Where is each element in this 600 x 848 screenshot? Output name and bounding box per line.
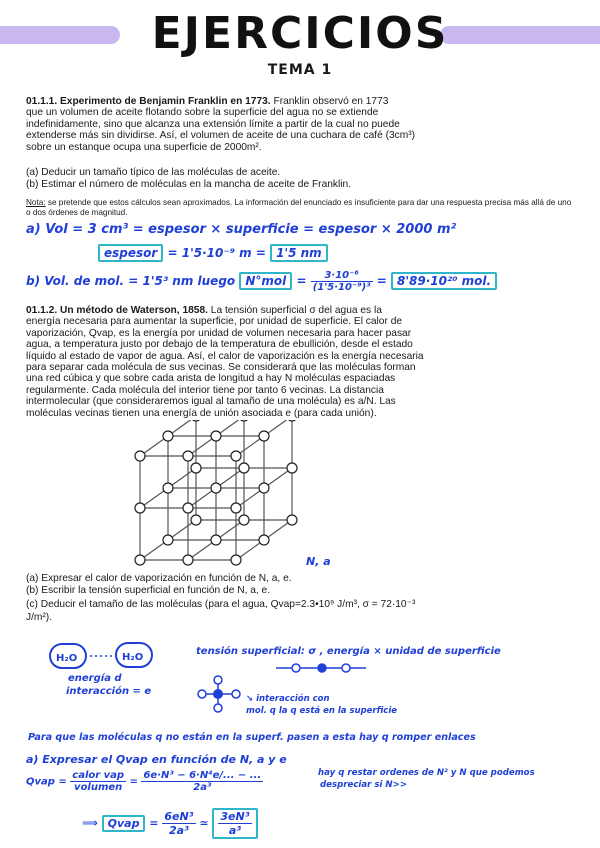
exercise-2-line: moléculas vecinas tienen una energía de unión asociada e (para cada unión).: [26, 407, 377, 419]
lattice-molecule: [259, 431, 269, 441]
exercise-1-question-a: (a) Deducir un tamaño típico de las moléculas de aceite.: [26, 167, 281, 178]
page-subtitle: TEMA 1: [267, 62, 333, 78]
lattice-molecule: [183, 503, 193, 513]
espesor-box: espesor: [98, 244, 163, 262]
exercise-1-statement: [26, 96, 572, 153]
nmol-eq: =: [296, 274, 307, 288]
exercise-2-line: La tensión superficial σ del agua es la: [210, 305, 382, 316]
calor-denominator: volumen: [74, 782, 123, 793]
big-fraction: [141, 770, 263, 793]
bond-label-1: energía d: [68, 673, 122, 684]
lattice-molecule: [287, 463, 297, 473]
big-denominator: 2a³: [193, 782, 212, 793]
equals-sign: =: [129, 776, 138, 788]
lattice-molecule: [183, 555, 193, 565]
hw1-line-b: [26, 270, 497, 293]
lattice-molecule: [259, 483, 269, 493]
exercise-1-line: indefinidamente, sino que alcanza una extensión límite a partir de la cual no puede: [26, 118, 400, 130]
lattice-molecule: [183, 451, 193, 461]
molecule-bubble-2: H₂O: [122, 652, 144, 663]
exercise-1-heading: Experimento de Benjamin Franklin en 1773.: [60, 96, 271, 107]
qvap-box: Qvap: [102, 815, 146, 832]
espesor-eq: = 1'5·10⁻⁹ m =: [167, 246, 266, 260]
lattice-molecule: [163, 535, 173, 545]
lattice-molecule: [211, 535, 221, 545]
figure-label: N, a: [306, 555, 331, 568]
nmol-denominator: (1'5·10⁻⁹)³: [312, 282, 371, 293]
qvap-equation: [26, 770, 263, 793]
exercise-2-heading: Un método de Waterson, 1858.: [60, 305, 208, 316]
nmol-result: 8'89·10²⁰ mol.: [391, 272, 497, 290]
lattice-molecule: [287, 515, 297, 525]
note-text: se pretende que estos cálculos sean aproximados. La información del enunciado es insuficiente para dar una respuesta precisa más allá de uno o dos órdenes de magnitud.: [26, 198, 572, 217]
lattice-molecule: [135, 451, 145, 461]
nmol-box: N°mol: [239, 272, 292, 290]
molecule-sketch: [40, 640, 170, 672]
hw1-line-a: a) Vol = 3 cm³ = espesor × superficie = espesor × 2000 m²: [26, 222, 457, 237]
nmol-eq-2: =: [376, 274, 387, 288]
lattice-molecule: [259, 535, 269, 545]
hw1-espesor-row: [98, 246, 328, 260]
lattice-molecule: [163, 483, 173, 493]
lattice-molecule: [231, 451, 241, 461]
calor-fraction: [70, 770, 126, 793]
final-fraction: [162, 810, 195, 837]
nmol-fraction: [311, 270, 373, 293]
molecule-bubble-1: H₂O: [56, 653, 78, 664]
calor-numerator: calor vap: [72, 770, 125, 781]
exercise-1-question-b: (b) Estimar el número de moléculas en la mancha de aceite de Franklin.: [26, 179, 352, 190]
lattice-molecule: [135, 503, 145, 513]
exercise-2-line: para separar cada molécula de sus vecinas. Se considerará que las moléculas forman: [26, 362, 416, 374]
result-denominator: a³: [228, 824, 242, 837]
exercise-2-line: líquido al estado de vapor de agua. Así, el calor de vaporización es la energía necesaria: [26, 350, 424, 362]
lattice-molecule: [239, 515, 249, 525]
lattice-molecule: [231, 503, 241, 513]
note-label: Nota:: [26, 198, 46, 207]
final-eq-sign: =: [149, 816, 159, 830]
exercise-2-line: regularmente. Cada molécula del interior tiene por tanto 6 vecinas. La distancia: [26, 384, 384, 396]
exercise-1-line: extenderse más sin dividirse. Así, el volumen de aceite de una cuchara de café (3cm³): [26, 130, 416, 142]
side-note-2: despreciar si N>>: [320, 780, 408, 790]
exercise-2-question-c-cont: J/m²).: [26, 612, 53, 623]
lattice-molecule: [191, 463, 201, 473]
lattice-molecule: [191, 515, 201, 525]
exercise-2-line: energía necesaria para aumentar la superficie, por unidad de superficie. El calor de: [26, 316, 403, 328]
lattice-molecule: [231, 555, 241, 565]
exercise-2-line: agua, a temperatura justo por debajo de la temperatura de ebullición, desde el estado: [26, 339, 413, 351]
exercise-2-question-c: (c) Deducir el tamaño de las moléculas (para el agua, Qvap=2.3•10⁹ J/m³, σ = 72·10⁻³: [26, 599, 416, 610]
final-numerator: 6eN³: [164, 810, 194, 823]
lattice-molecule: [239, 463, 249, 473]
result-numerator: 3eN³: [220, 810, 250, 823]
tension-line: tensión superficial: σ , energía × unidad de superficie: [196, 646, 501, 657]
final-equation: [82, 808, 258, 839]
exercise-2-line: vaporización, Qvap, es la energía por unidad de volumen necesaria para hacer pasar: [26, 327, 412, 339]
exercise-1-line: sobre un estanque ocupa una superficie de 2000m².: [26, 141, 262, 153]
exercise-1-note: [26, 198, 572, 217]
exercise-2-line: una red cúbica y que sobre cada arista de longitud a hay N moléculas espaciadas: [26, 373, 396, 385]
exercise-2-question-b: (b) Escribir la tensión superficial en función de N, a, e.: [26, 585, 271, 596]
broken-bonds-line: Para que las moléculas q no están en la superf. pasen a esta hay q romper enlaces: [28, 732, 476, 743]
line-b-prefix: b) Vol. de mol. = 1'5³ nm luego: [26, 274, 236, 288]
page-title: EJERCICIOS: [151, 8, 449, 59]
final-denominator: 2a³: [168, 824, 189, 837]
big-numerator: 6e·N³ − 6·N⁴e/... − ...: [143, 770, 262, 781]
implies-arrow: ⟹: [82, 816, 98, 830]
lattice-molecule: [163, 431, 173, 441]
interaction-label-2: mol. q la q está en la superficie: [246, 706, 398, 716]
qvap-function-line: a) Expresar el Qvap en función de N, a y e: [26, 753, 287, 766]
exercise-2-statement: [26, 305, 572, 419]
exercise-1-number: 01.1.1.: [26, 96, 58, 107]
espesor-result: 1'5 nm: [270, 244, 328, 262]
exercise-1-line: que un volumen de aceite flotando sobre la superficie del agua no se extiende: [26, 107, 379, 119]
cubic-lattice-figure: [130, 420, 370, 572]
approx-sign: ≃: [199, 816, 209, 830]
interaction-label-1: ↘ interacción con: [246, 694, 330, 704]
lattice-molecule: [135, 555, 145, 565]
side-note-1: hay q restar ordenes de N² y N que podemos: [318, 768, 535, 778]
bond-label-2: interacción = e: [66, 686, 152, 697]
exercise-1-line: Franklin observó en 1773: [273, 96, 389, 107]
exercise-2-question-a: (a) Expresar el calor de vaporización en función de N, a, e.: [26, 573, 292, 584]
lattice-molecule: [211, 483, 221, 493]
result-fraction: [212, 808, 257, 839]
exercise-2-number: 01.1.2.: [26, 305, 58, 316]
exercise-2-line: intermolecular (que consideraremos igual al tamaño de una molécula) es a/N. Las: [26, 396, 396, 408]
lattice-molecule: [211, 431, 221, 441]
nmol-numerator: 3·10⁻⁶: [311, 270, 373, 282]
qvap-label: Qvap =: [26, 776, 67, 788]
